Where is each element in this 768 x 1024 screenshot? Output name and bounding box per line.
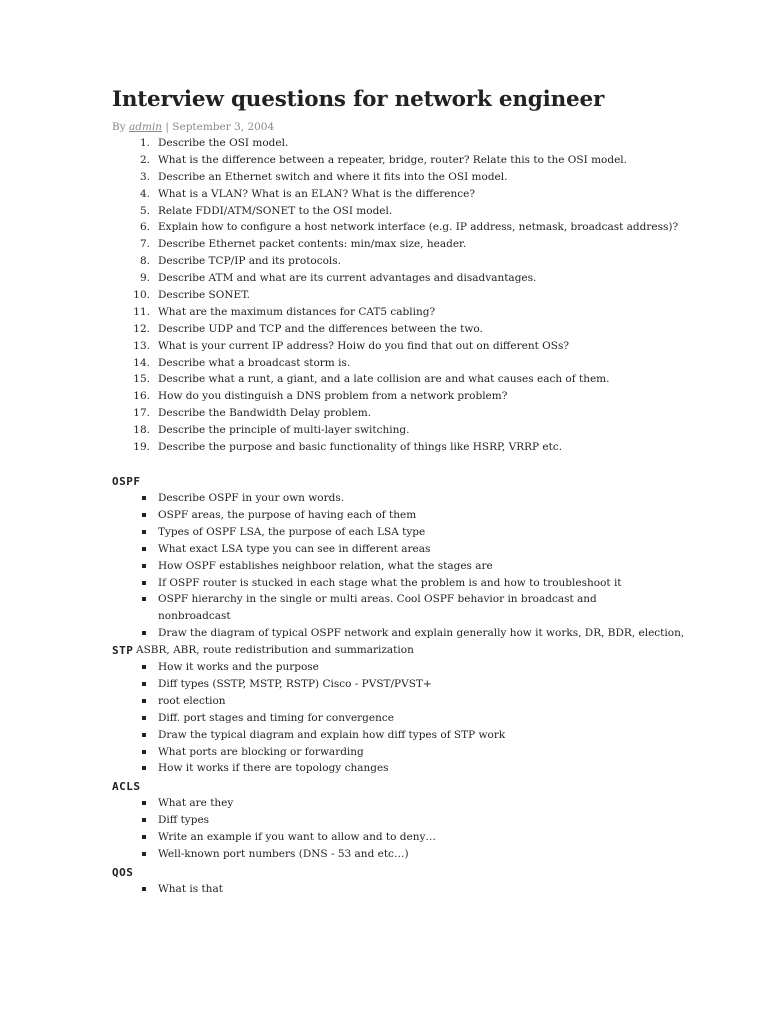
byline-separator: |	[162, 121, 173, 133]
bullet-marker	[142, 852, 146, 856]
list-item	[112, 795, 672, 812]
item-text: Diff. port stages and timing for convergence	[158, 711, 394, 724]
item-text: Describe the principle of multi-layer switching.	[158, 424, 410, 437]
section-heading-acls: ACLS	[112, 780, 141, 793]
item-number: 1.	[139, 137, 150, 149]
bullet-marker	[142, 887, 146, 891]
item-number: 8.	[139, 255, 150, 268]
item-text: OSPF areas, the purpose of having each of them	[158, 508, 417, 521]
list-item	[112, 812, 672, 829]
section-heading-stp: STP	[112, 644, 134, 657]
bullet-marker	[142, 716, 146, 720]
item-text: What is the difference between a repeater, bridge, router? Relate this to the OSI model.	[158, 153, 627, 166]
section-stp	[112, 642, 672, 777]
list-item	[112, 321, 732, 338]
item-text: Describe the OSI model.	[158, 137, 289, 149]
bullet-marker	[142, 818, 146, 822]
list-item	[112, 355, 732, 372]
list-item	[112, 186, 732, 203]
item-text: Describe an Ethernet switch and where it fits into the OSI model.	[158, 170, 508, 183]
list-item	[112, 659, 672, 676]
bullet-marker	[142, 835, 146, 839]
item-text: Describe the purpose and basic functionality of things like HSRP, VRRP etc.	[158, 441, 563, 454]
item-text: Well-known port numbers (DNS - 53 and etc…)	[158, 847, 409, 860]
item-number: 4.	[139, 187, 150, 200]
bullet-marker	[142, 750, 146, 754]
bullet-marker	[142, 631, 146, 635]
item-text: Describe TCP/IP and its protocols.	[158, 255, 342, 268]
item-text: How OSPF establishes neighboor relation, what the stages are	[158, 559, 493, 572]
item-number: 14.	[133, 356, 150, 369]
item-text: Describe what a runt, a giant, and a late collision are and what causes each of them.	[158, 373, 610, 386]
list-item	[112, 541, 672, 558]
list-item	[112, 676, 672, 693]
list-item	[112, 169, 732, 186]
byline	[112, 121, 274, 133]
author-link[interactable]: admin	[129, 121, 163, 133]
bullet-marker	[142, 581, 146, 585]
list-item	[112, 203, 732, 220]
bullet-marker	[142, 564, 146, 568]
item-number: 5.	[139, 204, 150, 217]
section-heading-ospf: OSPF	[112, 475, 141, 488]
bullet-marker	[142, 801, 146, 805]
list-item	[112, 270, 732, 287]
bullet-marker	[142, 547, 146, 551]
list-item	[112, 524, 672, 541]
item-number: 12.	[133, 322, 150, 335]
list-item	[112, 152, 732, 169]
post-date: September 3, 2004	[172, 121, 275, 133]
item-text: Write an example if you want to allow and to deny…	[158, 830, 436, 843]
bullet-list	[112, 659, 672, 777]
item-text: Draw the diagram of typical OSPF network and explain generally how it works, DR, BDR, election,	[158, 627, 685, 640]
bullet-marker	[142, 597, 146, 601]
list-item	[112, 693, 672, 710]
bullet-marker	[142, 665, 146, 669]
list-item	[112, 829, 672, 846]
section-heading-qos: QOS	[112, 866, 134, 879]
item-text: Describe UDP and TCP and the differences between the two.	[158, 322, 483, 335]
item-text-continued: ASBR, ABR, route redistribution and summarization	[136, 644, 414, 657]
list-item	[112, 135, 732, 152]
question-list	[112, 135, 732, 456]
byline-prefix: By	[112, 121, 129, 133]
item-text: Relate FDDI/ATM/SONET to the OSI model.	[158, 204, 393, 217]
item-text: What exact LSA type you can see in different areas	[158, 542, 431, 555]
list-item	[112, 846, 672, 863]
item-number: 17.	[133, 407, 150, 420]
list-item	[112, 338, 732, 355]
item-text: Explain how to configure a host network interface (e.g. IP address, netmask, broadcast address)?	[158, 221, 679, 234]
list-item	[112, 253, 732, 270]
list-item	[112, 371, 732, 388]
item-text: Types of OSPF LSA, the purpose of each LSA type	[158, 525, 426, 538]
section-qos	[112, 864, 672, 898]
bullet-marker	[142, 766, 146, 770]
list-item	[112, 287, 732, 304]
item-text: OSPF hierarchy in the single or multi areas. Cool OSPF behavior in broadcast and nonbroadcast	[158, 593, 597, 623]
article-title: Interview questions for network engineer	[112, 87, 605, 112]
item-text: What is your current IP address? Hoiw do you find that out on different OSs?	[158, 339, 569, 352]
item-number: 19.	[133, 441, 150, 454]
bullet-list	[112, 795, 672, 863]
list-item	[112, 558, 672, 575]
bullet-marker	[142, 699, 146, 703]
bullet-marker	[142, 496, 146, 500]
item-number: 9.	[139, 272, 150, 285]
list-item	[112, 490, 672, 507]
item-number: 3.	[139, 170, 150, 183]
item-number: 16.	[133, 390, 150, 403]
bullet-marker	[142, 682, 146, 686]
section-ospf	[112, 473, 685, 659]
list-item	[112, 422, 732, 439]
item-text: What are they	[158, 797, 234, 809]
bullet-list	[112, 490, 685, 659]
item-text: How it works if there are topology changes	[158, 762, 389, 775]
list-item	[112, 881, 672, 898]
bullet-list	[112, 881, 672, 898]
list-item	[112, 439, 732, 456]
item-number: 18.	[133, 424, 150, 437]
item-number: 7.	[139, 238, 150, 251]
list-item	[112, 236, 732, 253]
item-number: 15.	[133, 373, 150, 386]
item-text: Describe SONET.	[158, 289, 251, 302]
bullet-marker	[142, 733, 146, 737]
list-item	[112, 744, 672, 761]
list-item	[112, 575, 672, 592]
item-number: 2.	[139, 153, 150, 166]
list-item	[112, 219, 732, 236]
item-text: If OSPF router is stucked in each stage what the problem is and how to troubleshoot it	[158, 576, 622, 589]
list-item	[112, 710, 672, 727]
item-number: 10.	[133, 289, 150, 302]
item-text: How it works and the purpose	[158, 661, 319, 673]
item-text: What is that	[158, 883, 223, 895]
item-text: Describe Ethernet packet contents: min/max size, header.	[158, 238, 467, 251]
item-number: 13.	[133, 339, 150, 352]
bullet-marker	[142, 530, 146, 534]
item-text: What are the maximum distances for CAT5 cabling?	[158, 305, 436, 318]
item-text: How do you distinguish a DNS problem from a network problem?	[158, 390, 508, 403]
item-text: What ports are blocking or forwarding	[158, 745, 364, 758]
item-text: Describe ATM and what are its current advantages and disadvantages.	[158, 272, 537, 285]
list-item	[112, 760, 672, 777]
item-number: 11.	[133, 305, 150, 318]
item-text: Describe what a broadcast storm is.	[158, 356, 351, 369]
item-text: Diff types	[158, 813, 210, 826]
list-item	[112, 727, 672, 744]
bullet-marker	[142, 513, 146, 517]
item-text: Draw the typical diagram and explain how diff types of STP work	[158, 728, 506, 741]
item-text: Diff types (SSTP, MSTP, RSTP) Cisco - PVST/PVST+	[158, 677, 432, 690]
section-acls	[112, 778, 672, 863]
list-item	[112, 507, 672, 524]
item-text: Describe the Bandwidth Delay problem.	[158, 407, 372, 420]
item-text: root election	[158, 694, 226, 707]
list-item	[112, 304, 732, 321]
item-number: 6.	[139, 221, 150, 234]
item-text: What is a VLAN? What is an ELAN? What is the difference?	[158, 187, 475, 200]
list-item	[112, 388, 732, 405]
list-item	[112, 591, 672, 625]
item-text: Describe OSPF in your own words.	[158, 492, 345, 504]
list-item	[112, 405, 732, 422]
